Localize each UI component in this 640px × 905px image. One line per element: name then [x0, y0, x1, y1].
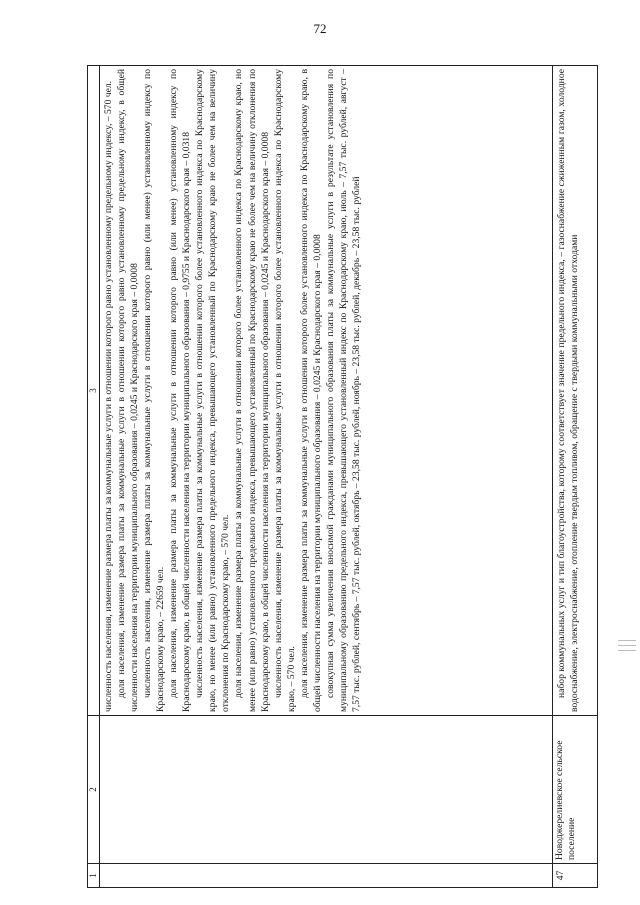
table-row — [553, 66, 598, 888]
municipality-name: Новоджерелиевское сельское поселение — [553, 716, 598, 864]
paragraph: доля населения, изменение размера платы за коммунальные услуги в отношении которого равно (или менее) установленному индексу по Краснодарскому краю, в общей численности населения на территории муниципального образования – 0,9755 и Краснодарского края – 0,0318 — [168, 69, 193, 712]
row-number: 47 — [553, 864, 598, 888]
paragraph: численность населения, изменение размера платы за коммунальные услуги в отношении которого более установленного индекса по Краснодарскому краю, но менее (или равно) установленного предельного индекса, превышающего установленный по Краснодарскому краю не более чем на величину отклонения по Краснодарскому краю, – 570 чел. — [194, 69, 232, 712]
header-col-1: 1 — [88, 864, 100, 888]
paragraph: доля населения, изменение размера платы за коммунальные услуги в отношении которого равно установленному предельному индексу, в общей численности населения на территории муниципального образования – 0,0245 и Краснодарского края – 0,0008 — [116, 69, 141, 712]
page-number: 72 — [313, 21, 327, 36]
scan-mark — [618, 650, 636, 651]
row-description — [100, 66, 553, 716]
municipality-name — [100, 716, 553, 864]
paragraph: набор коммунальных услуг и тип благоустройства, которому соответствует значение предельного индекса, – газоснабжение сжиженным газом, холодное водоснабжение, электроснабжение, отопление твердым топливом, обращение с твердыми коммунальными отходами — [556, 69, 581, 712]
scan-mark — [618, 640, 636, 641]
scan-margin-marks — [618, 640, 636, 840]
paragraph: совокупная сумма увеличения вносимой гражданами муниципального образования платы за коммунальные услуги в результате установления по муниципальному образованию предельного индекса, превышающего установленный индекс по Краснодарскому краю, июль – 7,57 тыс. рублей, август – 7,57 тыс. рублей, сентябрь – 7,57 тыс. рублей, октябрь – 23,58 тыс. рублей, ноябрь – 23,58 тыс. рублей, декабрь – 23,58 тыс. рублей — [324, 69, 362, 712]
paragraph: доля населения, изменение размера платы за коммунальные услуги в отношении которого более установленного индекса по Краснодарскому краю, но менее (или равно) установленного предельного индекса, превышающего установленный по Краснодарскому краю не более чем на величину отклонения по Краснодарскому краю, в общей численности населения на территории муниципального образования – 0,0245 и Краснодарского края – 0,0008 — [233, 69, 271, 712]
table-header-row — [88, 66, 100, 888]
tariff-table — [87, 65, 598, 888]
paragraph: доля населения, изменение размера платы за коммунальные услуги в отношении которого более установленного индекса по Краснодарскому краю, в общей численности населения на территории муниципального образования – 0,0245 и Краснодарского края – 0,0008 — [298, 69, 323, 712]
paragraph: численность населения, изменение размера платы за коммунальные услуги в отношении которого более установленного индекса по Краснодарскому краю, – 570 чел. — [272, 69, 297, 712]
row-number — [100, 864, 553, 888]
header-col-3: 3 — [88, 66, 100, 716]
scan-mark — [618, 645, 636, 646]
paragraph: численность населения, изменение размера платы за коммунальные услуги в отношении которого равно (или менее) установленному индексу по Краснодарскому краю, – 22659 чел. — [142, 69, 167, 712]
paragraph: численность населения, изменение размера платы за коммунальные услуги в отношении которого равно установленному предельному индексу, – 570 чел. — [103, 80, 114, 712]
header-col-2: 2 — [88, 716, 100, 864]
row-description — [553, 66, 598, 716]
rotated-table-container — [87, 66, 594, 888]
table-row — [100, 66, 553, 888]
